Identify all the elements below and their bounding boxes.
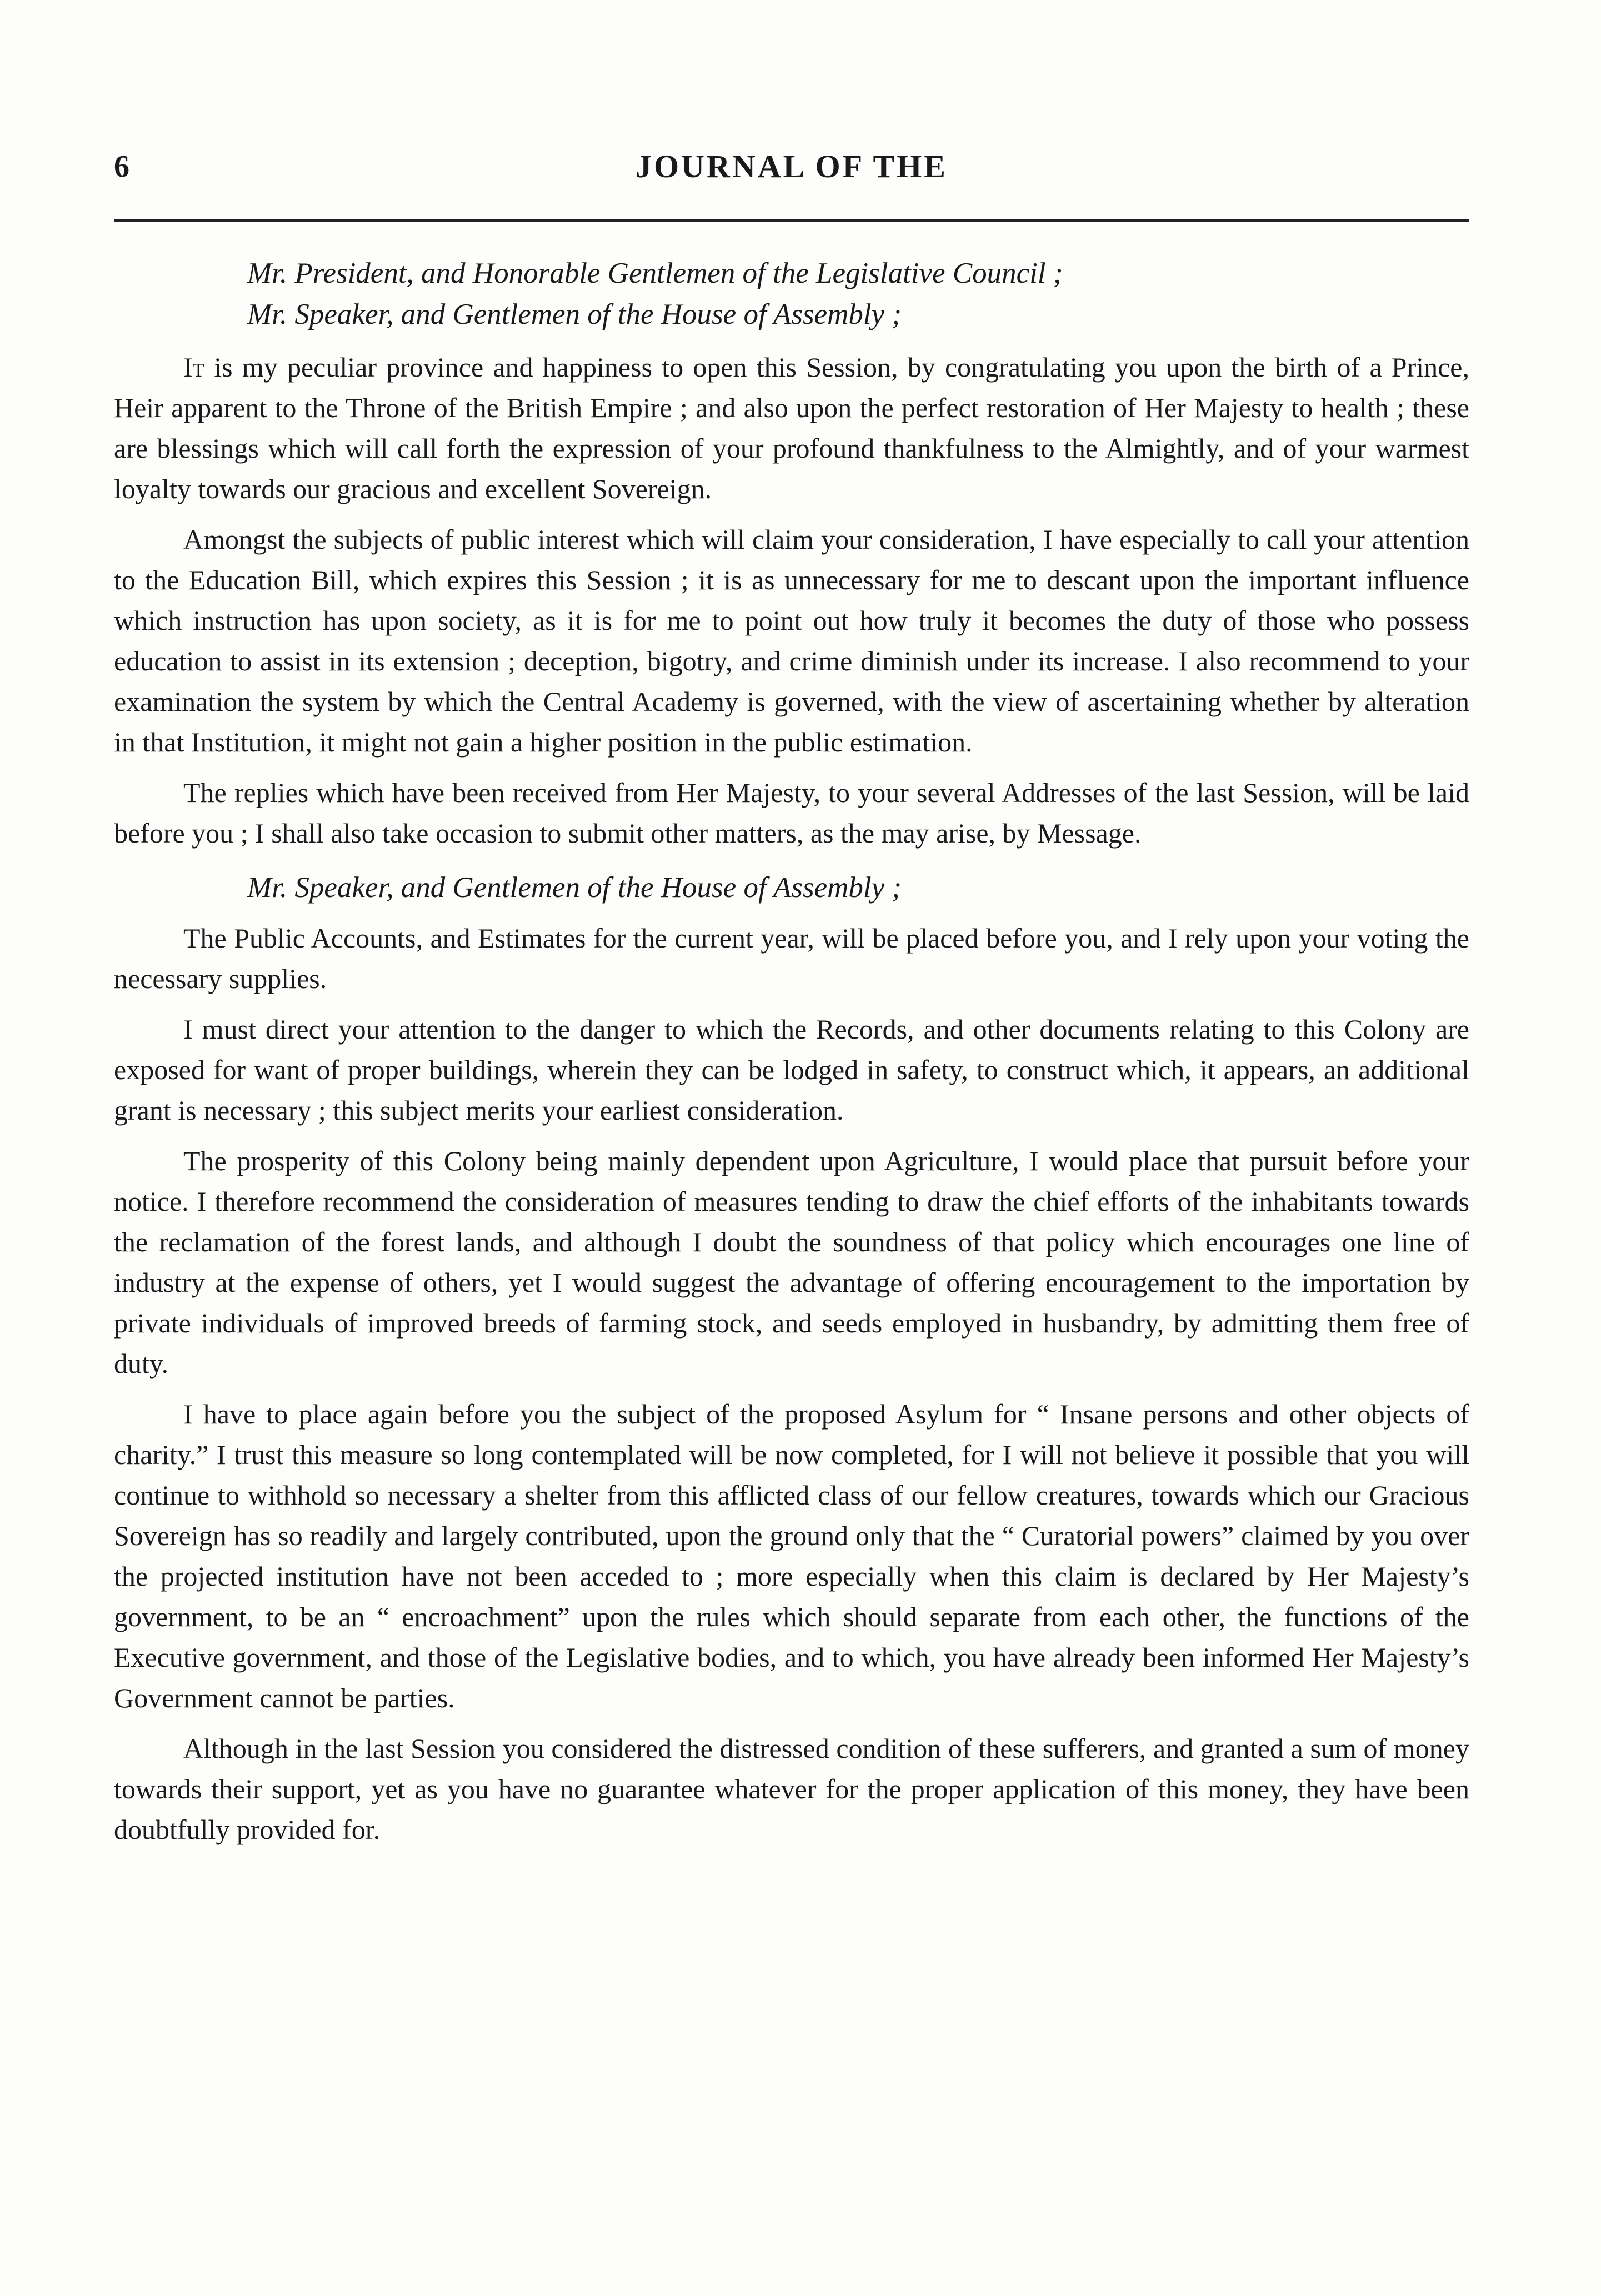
paragraph-6: The prosperity of this Colony being mainly dependent upon Agriculture, I would place that pursuit before your notice. I therefore recommend the consideration of measures tending to draw the chief efforts of the inhabitants towards the reclamation of the forest lands, and although I doubt the soundness of that policy which encourages one line of industry at the expense of others, yet I would suggest the advantage of offering encouragement to the importation by private individuals of improved breeds of farming stock, and seeds employed in husbandry, by admitting them free of duty. xyxy=(114,1145,1469,1379)
address-assembly-second: Mr. Speaker, and Gentlemen of the House of Assembly ; xyxy=(247,871,902,904)
paragraph-2: Amongst the subjects of public interest which will claim your consideration, I have especially to call your attention to the Education Bill, which expires this Session ; it is as unnecessary for me to descant upon the important influence which instruction has upon society, as it is for me to point out how truly it becomes the duty of those who possess education to assist in its extension ; deception, bigotry, and crime diminish under its increase. I also recommend to your examination the system by which the Central Academy is governed, with the view of ascertaining whether by alteration in that Institution, it might not gain a higher position in the public estimation. xyxy=(114,524,1469,758)
paragraph-1-text: is my peculiar province and happiness to open this Session, by congratulating you upon the birth of a Prince, Heir apparent to the Throne of the British Empire ; and also upon the perfect restoration of Her Majesty to health ; these are blessings which will call forth the expression of your profound thankfulness to the Almightly, and of your warmest loyalty towards our gracious and excellent Sovereign. xyxy=(114,352,1469,504)
header-rule xyxy=(114,219,1469,222)
paragraph-8: Although in the last Session you considered the distressed condition of these sufferers, and granted a sum of money towards their support, yet as you have no guarantee whatever for the proper application of this money, they have been doubtfully provided for. xyxy=(114,1733,1469,1845)
paragraph-3: The replies which have been received from Her Majesty, to your several Addresses of the last Session, will be laid before you ; I shall also take occasion to submit other matters, as the may arise, by Message. xyxy=(114,777,1469,849)
address-assembly: Mr. Speaker, and Gentlemen of the House of Assembly ; xyxy=(247,298,902,330)
paragraph-4: The Public Accounts, and Estimates for the current year, will be placed before you, and I rely upon your voting the necessary supplies. xyxy=(114,923,1469,994)
page-number: 6 xyxy=(114,149,129,184)
paragraph-5: I must direct your attention to the danger to which the Records, and other documents relating to this Colony are exposed for want of proper buildings, wherein they can be lodged in safety, to construct which, it appears, an additional grant is necessary ; this subject merits your earliest consideration. xyxy=(114,1014,1469,1126)
address-council: Mr. President, and Honorable Gentlemen of the Legislative Council ; xyxy=(247,257,1063,289)
document-body xyxy=(114,253,1469,1850)
page-header xyxy=(114,142,1469,192)
running-head: JOURNAL OF THE xyxy=(636,148,948,184)
paragraph-7: I have to place again before you the subject of the proposed Asylum for “ Insane persons and other objects of charity.” I trust this measure so long contemplated will be now completed, for I will not believe it possible that you will continue to withhold so necessary a shelter from this afflicted class of our fellow creatures, towards which our Gracious Sovereign has so readily and largely contributed, upon the ground only that the “ Curatorial powers” claimed by you over the projected institution have not been acceded to ; more especially when this claim is declared by Her Majesty’s government, to be an “ encroachment” upon the rules which should separate from each other, the functions of the Executive government, and those of the Legislative bodies, and to which, you have already been informed Her Majesty’s Government cannot be parties. xyxy=(114,1398,1469,1713)
paragraph-1-lead: It xyxy=(183,352,205,383)
paragraph-1 xyxy=(114,347,1469,509)
